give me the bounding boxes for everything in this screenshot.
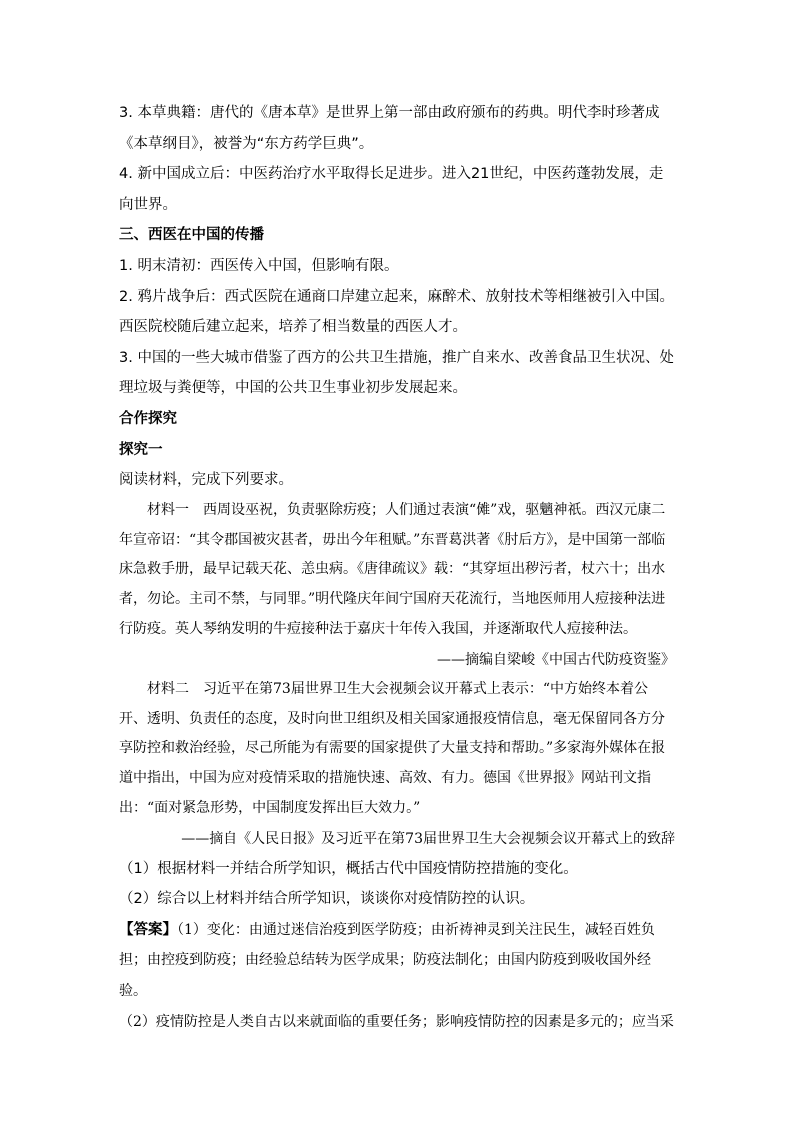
western-medicine-item-3: 3. 中国的一些大城市借鉴了西方的公共卫生措施，推广自来水、改善食品卫生状况、处理垃圾与粪便等，中国的公共卫生事业初步发展起来。	[119, 349, 674, 397]
section-heading: 三、西医在中国的传播	[119, 227, 264, 244]
question-1: （1）根据材料一并结合所学知识，概括古代中国疫情防控措施的变化。	[119, 860, 578, 877]
material-one: 材料一 西周设巫祝，负责驱除疠疫；人们通过表演“傩”戏，驱魑神祇。西汉元康二年宣帝诏：“其令郡国被灾甚者，毋出今年租赋。”东晋葛洪著《肘后方》，是中国第一部临床急救手册，最早记载天花、恙虫病。《唐律疏议》载：“其穿垣出秽污者，杖六十；出水者，勿论。主司不禁，与同罪。”明代隆庆年间宁国府天花流行，当地医师用人痘接种法进行防疫。英人琴纳发明的牛痘接种法于嘉庆十年传入我国，并逐渐取代人痘接种法。	[119, 501, 666, 637]
question-2: （2）综合以上材料并结合所学知识，谈谈你对疫情防控的认识。	[119, 891, 535, 908]
western-medicine-item-2: 2. 鸦片战争后：西式医院在通商口岸建立起来，麻醉术、放射技术等相继被引入中国。西医院校随后建立起来，培养了相当数量的西医人才。	[119, 288, 674, 336]
inquiry-subheading: 探究一	[119, 441, 163, 458]
material-two-source: ——摘自《人民日报》及习近平在第73届世界卫生大会视频会议开幕式上的致辞	[181, 830, 675, 847]
bencao-paragraph: 3. 本草典籍：唐代的《唐本草》是世界上第一部由政府颁布的药典。明代李时珍著成《本草纲目》，被誉为“东方药学巨典”。	[119, 105, 660, 152]
answer-part-2: （2）疫情防控是人类自古以来就面临的重要任务；影响疫情防控的因素是多元的；应当采	[119, 1013, 674, 1030]
western-medicine-item-1: 1. 明末清初：西医传入中国，但影响有限。	[119, 257, 399, 274]
new-china-paragraph: 4. 新中国成立后：中医药治疗水平取得长足进步。进入21世纪，中医药蓬勃发展，走向世界。	[119, 166, 664, 213]
document-content	[119, 98, 675, 1037]
answer-tag: 【答案】	[119, 921, 177, 938]
material-two: 材料二 习近平在第73届世界卫生大会视频会议开幕式上表示：“中方始终本着公开、透明、负责任的态度，及时向世卫组织及相关国家通报疫情信息，毫无保留同各方分享防控和救治经验，尽己所能为有需要的国家提供了大量支持和帮助。”多家海外媒体在报道中指出，中国为应对疫情采取的措施快速、高效、有力。德国《世界报》网站刊文指出：“面对紧急形势，中国制度发挥出巨大效力。”	[119, 680, 666, 816]
cooperation-heading: 合作探究	[119, 410, 177, 427]
material-one-source: ——摘编自梁峻《中国古代防疫资鉴》	[437, 651, 675, 668]
instruction-text: 阅读材料，完成下列要求。	[119, 472, 293, 489]
answer-part-1	[119, 915, 675, 1007]
answer-text-1: （1）变化：由通过迷信治疫到医学防疫；由祈祷神灵到关注民生，减轻百姓负担；由控疫到防疫；由经验总结转为医学成果；防疫法制化；由国内防疫到吸收国外经验。	[119, 921, 655, 1000]
